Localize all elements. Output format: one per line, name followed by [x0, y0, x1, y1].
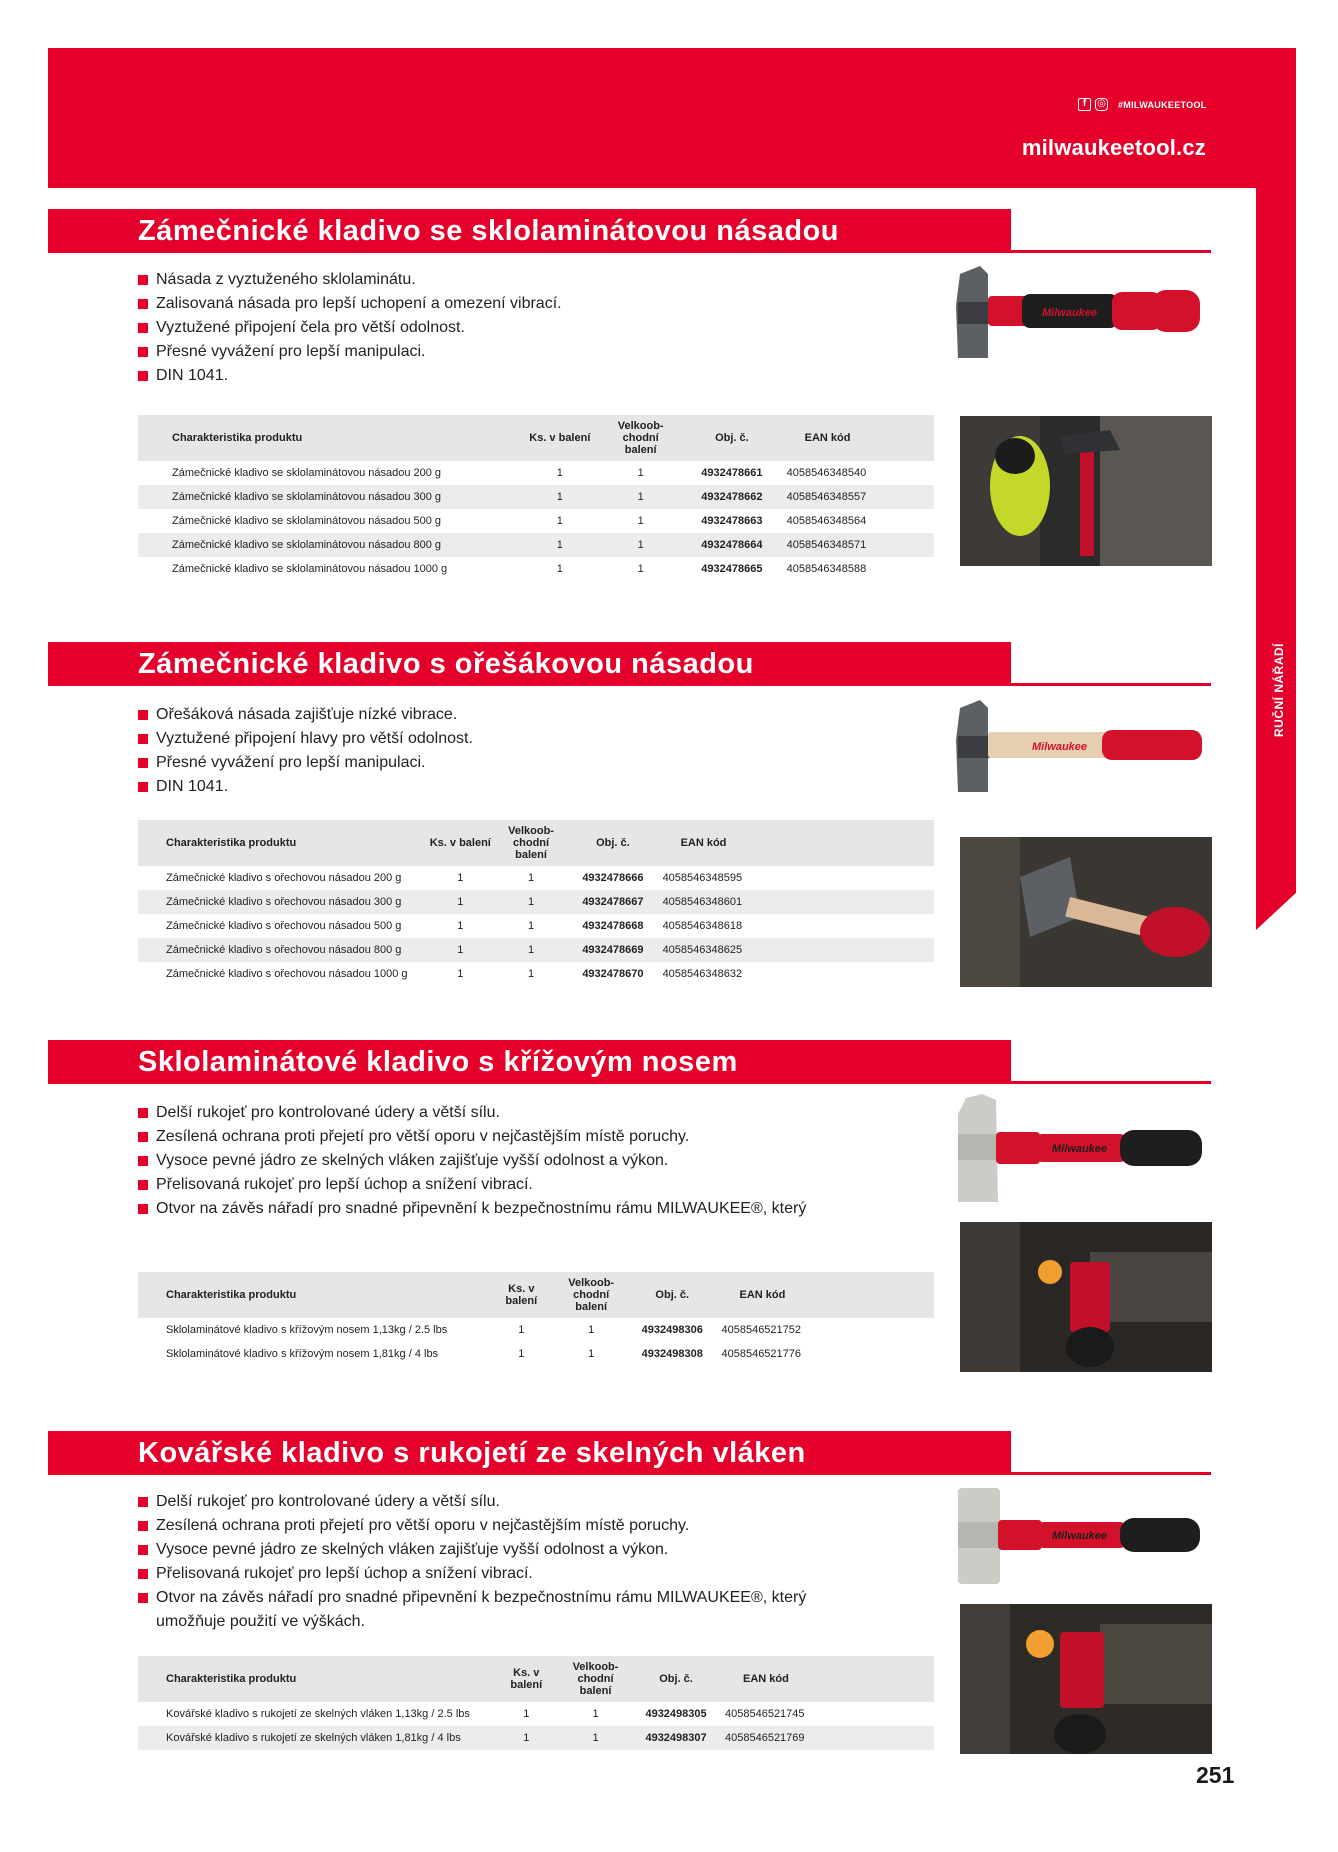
section-title-underline: [1011, 1081, 1211, 1084]
hammer-brand-text: Milwaukee: [1052, 1143, 1108, 1155]
table-header-row: [138, 1272, 934, 1318]
feature-item: Otvor na závěs nářadí pro snadné připevnění k bezpečnostnímu rámu MILWAUKEE®, který umožňuje použití ve výškách.: [138, 1586, 838, 1634]
cell-bulk: 1: [527, 872, 535, 884]
cell-ean: 4058546521769: [721, 1726, 934, 1750]
col-bulk: Velkoob- chodní balení: [555, 1272, 627, 1318]
cell-qty: 1: [518, 1324, 525, 1336]
col-order: Obj. č.: [567, 820, 658, 866]
feature-item: Přesné vyvážení pro lepší manipulaci.: [138, 340, 562, 364]
cell-product: Zámečnické kladivo s ořechovou násadou 500 g: [166, 920, 402, 932]
cell-bulk: 1: [600, 533, 681, 557]
col-bulk: Velkoob- chodní balení: [600, 415, 681, 461]
walnut-hammer-image: [952, 700, 1212, 796]
col-bulk: Velkoob- chodní balení: [495, 820, 567, 866]
feature-item: Přelisovaná rukojeť pro lepší úchop a snížení vibrací.: [138, 1562, 838, 1586]
cell-ean: 4058546348601: [659, 890, 934, 914]
cell-ean: 4058546348625: [659, 938, 934, 962]
cell-product: Zámečnické kladivo s ořechovou násadou 800 g: [138, 938, 426, 962]
col-ean: EAN kód: [783, 415, 934, 461]
instagram-icon[interactable]: ◎: [1095, 98, 1108, 111]
table-row: [138, 914, 934, 938]
feature-item: Zesílená ochrana proti přejetí pro větší oporu v nejčastějším místě poruchy.: [138, 1514, 838, 1538]
col-qty: Ks. v balení: [426, 820, 495, 866]
col-order: Obj. č.: [681, 415, 783, 461]
cell-bulk: 1: [637, 467, 644, 479]
feature-list: [138, 703, 473, 799]
cell-product: Kovářské kladivo s rukojetí ze skelných vláken 1,13kg / 2.5 lbs: [166, 1708, 470, 1720]
cell-qty: 1: [556, 563, 563, 575]
feature-item: Vysoce pevné jádro ze skelných vláken zajišťuje vyšší odolnost a výkon.: [138, 1149, 806, 1173]
cell-product: Zámečnické kladivo se sklolaminátovou násadou 300 g: [138, 485, 519, 509]
cell-qty: 1: [519, 485, 600, 509]
cell-order: 4932478664: [681, 533, 783, 557]
sledge-hammer-image: [952, 1486, 1212, 1586]
table-row: [138, 866, 934, 890]
cell-ean: 4058546348618: [662, 920, 743, 932]
cell-ean: 4058546348557: [783, 485, 934, 509]
cell-order: 4932478666: [582, 872, 644, 884]
feature-item: Delší rukojeť pro kontrolované údery a větší sílu.: [138, 1490, 838, 1514]
col-order: Obj. č.: [631, 1656, 721, 1702]
cell-order: 4932478669: [567, 938, 658, 962]
feature-item: Ořešáková násada zajišťuje nízké vibrace.: [138, 703, 473, 727]
feature-item: Přesné vyvážení pro lepší manipulaci.: [138, 751, 473, 775]
col-product: Charakteristika produktu: [138, 820, 426, 866]
section-title: Zámečnické kladivo s ořešákovou násadou: [138, 648, 754, 680]
cell-qty: 1: [519, 533, 600, 557]
cell-product: Zámečnické kladivo s ořechovou násadou 200 g: [166, 872, 402, 884]
header-band: [48, 48, 1296, 188]
cell-bulk: 1: [600, 485, 681, 509]
spec-table: [138, 820, 934, 986]
cell-ean: 4058546348588: [786, 563, 867, 575]
hammer-brand-text: Milwaukee: [1032, 741, 1088, 753]
feature-item: DIN 1041.: [138, 775, 473, 799]
cell-ean: 4058546348595: [662, 872, 743, 884]
table-row: [138, 557, 934, 581]
side-tab-band: [1256, 188, 1296, 930]
table-row: [138, 485, 934, 509]
cross-pein-hammer-image: [952, 1094, 1212, 1206]
cell-bulk: 1: [527, 968, 535, 980]
feature-item: Delší rukojeť pro kontrolované údery a větší sílu.: [138, 1101, 806, 1125]
cell-bulk: 1: [527, 920, 535, 932]
feature-item: Vyztužené připojení hlavy pro větší odolnost.: [138, 727, 473, 751]
cell-order: 4932478670: [582, 968, 644, 980]
facebook-icon[interactable]: f: [1078, 98, 1091, 111]
cell-order: 4932498305: [645, 1708, 707, 1720]
cell-ean: 4058546521752: [721, 1324, 802, 1336]
cell-bulk: 1: [560, 1726, 631, 1750]
cell-product: Zámečnické kladivo se sklolaminátovou násadou 500 g: [172, 515, 442, 527]
table-row: [138, 1702, 934, 1726]
cell-ean: 4058546348540: [786, 467, 867, 479]
col-bulk: Velkoob- chodní balení: [560, 1656, 631, 1702]
cell-product: Zámečnické kladivo s ořechovou násadou 300 g: [138, 890, 426, 914]
feature-item: Zalisovaná násada pro lepší uchopení a omezení vibrací.: [138, 292, 562, 316]
cell-order: 4932498308: [641, 1348, 703, 1360]
cell-order: 4932478662: [681, 485, 783, 509]
cell-bulk: 1: [637, 563, 644, 575]
cell-qty: 1: [556, 515, 563, 527]
table-row: [138, 461, 934, 485]
section-title-underline: [1011, 250, 1211, 253]
table-row: [138, 1726, 934, 1750]
cell-order: 4932498307: [631, 1726, 721, 1750]
spec-table: [138, 1272, 934, 1366]
cell-order: 4932478663: [701, 515, 763, 527]
feature-item: Násada z vyztuženého sklolaminátu.: [138, 268, 562, 292]
spec-table: [138, 415, 934, 581]
cell-ean: 4058546348571: [783, 533, 934, 557]
cell-product: Sklolaminátové kladivo s křížovým nosem 1,13kg / 2.5 lbs: [166, 1324, 448, 1336]
cell-qty: 1: [523, 1708, 530, 1720]
col-ean: EAN kód: [659, 820, 934, 866]
side-tab-label: RUČNÍ NÁŘADÍ: [1272, 643, 1286, 737]
feature-item: Přelisovaná rukojeť pro lepší úchop a snížení vibrací.: [138, 1173, 806, 1197]
cell-product: Zámečnické kladivo s ořechovou násadou 1000 g: [166, 968, 408, 980]
col-order: Obj. č.: [627, 1272, 717, 1318]
cell-ean: 4058546348632: [662, 968, 743, 980]
usage-photo-2: [960, 837, 1212, 987]
cell-product: Kovářské kladivo s rukojetí ze skelných vláken 1,81kg / 4 lbs: [138, 1726, 493, 1750]
table-row: [138, 890, 934, 914]
section-title-underline: [1011, 1472, 1211, 1475]
cell-qty: 1: [518, 1348, 525, 1360]
cell-bulk: 1: [588, 1348, 595, 1360]
feature-list: [138, 1490, 838, 1634]
col-product: Charakteristika produktu: [138, 1656, 493, 1702]
feature-list: [138, 268, 562, 388]
cell-qty: 1: [426, 938, 495, 962]
cell-order: 4932478667: [567, 890, 658, 914]
social-links: [1078, 98, 1207, 111]
section-title: Sklolaminátové kladivo s křížovým nosem: [138, 1046, 738, 1078]
spec-table: [138, 1656, 934, 1750]
table-header-row: [138, 820, 934, 866]
col-ean: EAN kód: [717, 1272, 934, 1318]
cell-bulk: 1: [588, 1324, 595, 1336]
cell-ean: 4058546348564: [786, 515, 867, 527]
cell-product: Zámečnické kladivo se sklolaminátovou násadou 200 g: [172, 467, 442, 479]
col-qty: Ks. v balení: [519, 415, 600, 461]
cell-order: 4932478668: [582, 920, 644, 932]
cell-bulk: 1: [495, 938, 567, 962]
cell-order: 4932498306: [641, 1324, 703, 1336]
cell-qty: 1: [493, 1726, 560, 1750]
cell-product: Zámečnické kladivo se sklolaminátovou násadou 1000 g: [172, 563, 448, 575]
cell-qty: 1: [457, 968, 464, 980]
section-title-underline: [1011, 683, 1211, 686]
cell-qty: 1: [457, 872, 464, 884]
cell-ean: 4058546521776: [721, 1348, 802, 1360]
col-ean: EAN kód: [721, 1656, 934, 1702]
col-qty: Ks. v balení: [487, 1272, 555, 1318]
col-product: Charakteristika produktu: [138, 1272, 487, 1318]
cell-bulk: 1: [495, 890, 567, 914]
table-row: [138, 533, 934, 557]
feature-list: [138, 1101, 806, 1221]
table-header-row: [138, 1656, 934, 1702]
cell-qty: 1: [457, 920, 464, 932]
table-row: [138, 938, 934, 962]
hammer-brand-text: Milwaukee: [1042, 307, 1098, 319]
usage-photo-1: [960, 416, 1212, 566]
section-title: Zámečnické kladivo se sklolaminátovou násadou: [138, 215, 840, 247]
cell-ean: 4058546521745: [725, 1708, 805, 1720]
table-row: [138, 1342, 934, 1366]
col-qty: Ks. v balení: [493, 1656, 560, 1702]
hammer-brand-text: Milwaukee: [1052, 1530, 1108, 1542]
fiberglass-hammer-image: [952, 266, 1212, 362]
social-hashtag: #MILWAUKEETOOL: [1118, 99, 1207, 110]
usage-photo-3: [960, 1222, 1212, 1372]
col-product: Charakteristika produktu: [138, 415, 519, 461]
cell-bulk: 1: [592, 1708, 599, 1720]
cell-product: Sklolaminátové kladivo s křížovým nosem 1,81kg / 4 lbs: [166, 1348, 439, 1360]
table-row: [138, 509, 934, 533]
feature-item: Vysoce pevné jádro ze skelných vláken zajišťuje vyšší odolnost a výkon.: [138, 1538, 838, 1562]
cell-order: 4932478661: [701, 467, 763, 479]
usage-photo-4: [960, 1604, 1212, 1754]
feature-item: Zesílená ochrana proti přejetí pro větší oporu v nejčastějším místě poruchy.: [138, 1125, 806, 1149]
cell-product: Zámečnické kladivo se sklolaminátovou násadou 800 g: [138, 533, 519, 557]
table-header-row: [138, 415, 934, 461]
table-row: [138, 962, 934, 986]
cell-qty: 1: [426, 890, 495, 914]
feature-item: Vyztužené připojení čela pro větší odolnost.: [138, 316, 562, 340]
website-link[interactable]: milwaukeetool.cz: [1021, 135, 1206, 160]
feature-item: Otvor na závěs nářadí pro snadné připevnění k bezpečnostnímu rámu MILWAUKEE®, který: [138, 1197, 806, 1221]
table-row: [138, 1318, 934, 1342]
section-title: Kovářské kladivo s rukojetí ze skelných vláken: [138, 1437, 806, 1469]
page-number: 251: [1196, 1762, 1235, 1788]
feature-item: DIN 1041.: [138, 364, 562, 388]
cell-bulk: 1: [637, 515, 644, 527]
cell-qty: 1: [556, 467, 563, 479]
cell-order: 4932478665: [701, 563, 763, 575]
